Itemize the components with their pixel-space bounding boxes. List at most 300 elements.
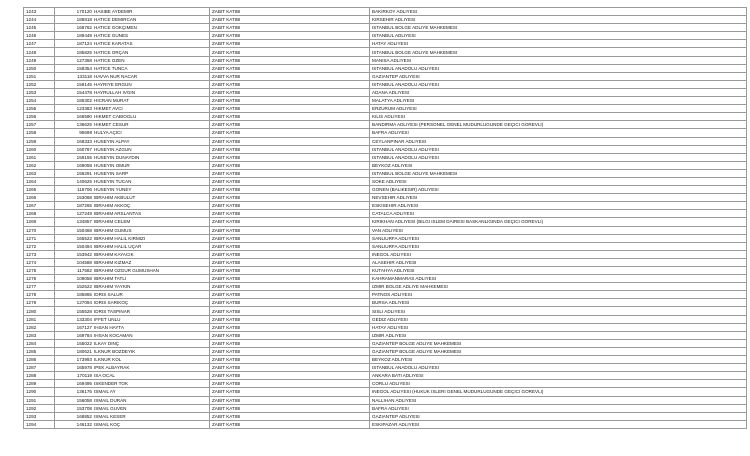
row-number-cell: 1271	[24, 234, 55, 242]
full-name-cell: HUSEYIN TUCAN	[93, 177, 210, 185]
title-cell: ZABIT KATIBI	[210, 64, 370, 72]
registry-number-cell: 180621	[55, 347, 94, 355]
unit-cell: ISTANBUL ANADOLU ADLIYESI	[370, 80, 747, 88]
title-cell: ZABIT KATIBI	[210, 291, 370, 299]
full-name-cell: IBRAHIM AKBULUT	[93, 194, 210, 202]
unit-cell: INEGOL ADLIYESI (HUKUK ISLERI GENEL MUDURLUGUNDE GEÇICI GOREVLI)	[370, 388, 747, 396]
unit-cell: GAZIANTEP BOLGE ADLIYE MAHKEMESI	[370, 339, 747, 347]
table-row	[24, 267, 747, 275]
table-row	[24, 250, 747, 258]
title-cell: ZABIT KATIBI	[210, 105, 370, 113]
registry-number-cell: 169784	[55, 331, 94, 339]
title-cell: ZABIT KATIBI	[210, 153, 370, 161]
row-number-cell: 1258	[24, 129, 55, 137]
title-cell: ZABIT KATIBI	[210, 48, 370, 56]
unit-cell: INEGOL ADLIYESI	[370, 250, 747, 258]
full-name-cell: HUSEYIN ALPAY	[93, 137, 210, 145]
unit-cell: BAFRA ADLIYESI	[370, 129, 747, 137]
unit-cell: GONEN (BALIKESIR) ADLIYESI	[370, 186, 747, 194]
full-name-cell: IBRAHIM KIZMAZ	[93, 258, 210, 266]
row-number-cell: 1269	[24, 218, 55, 226]
table-row	[24, 283, 747, 291]
table-row	[24, 323, 747, 331]
title-cell: ZABIT KATIBI	[210, 258, 370, 266]
row-number-cell: 1278	[24, 291, 55, 299]
registry-number-cell: 133304	[55, 315, 94, 323]
row-number-cell: 1243	[24, 8, 55, 16]
full-name-cell: ISMAIL AY	[93, 388, 210, 396]
table-row	[24, 121, 747, 129]
unit-cell: ISTANBUL BOLGE ADLIYE MAHKEMESI	[370, 24, 747, 32]
unit-cell: BANDIRMA ADLIYESI (PERSONEL GENEL MUDURLUGUNDE GEÇICI GOREVLI)	[370, 121, 747, 129]
unit-cell: BURSA ADLIYESI	[370, 299, 747, 307]
unit-cell: SANLIURFA ADLIYESI	[370, 234, 747, 242]
table-row	[24, 380, 747, 388]
title-cell: ZABIT KATIBI	[210, 40, 370, 48]
registry-number-cell: 187124	[55, 40, 94, 48]
full-name-cell: IPEK ALBAYRAK	[93, 364, 210, 372]
registry-number-cell: 152522	[55, 283, 94, 291]
full-name-cell: HAVVA NUR NACAR	[93, 72, 210, 80]
title-cell: ZABIT KATIBI	[210, 202, 370, 210]
table-row	[24, 72, 747, 80]
registry-number-cell: 166762	[55, 24, 94, 32]
title-cell: ZABIT KATIBI	[210, 186, 370, 194]
table-row	[24, 80, 747, 88]
registry-number-cell: 127249	[55, 210, 94, 218]
row-number-cell: 1270	[24, 226, 55, 234]
table-row	[24, 275, 747, 283]
table-row	[24, 129, 747, 137]
registry-number-cell: 156291	[55, 169, 94, 177]
table-row	[24, 226, 747, 234]
row-number-cell: 1254	[24, 97, 55, 105]
unit-cell: KIRIKHAN ADLIYESI (BILGI ISLEM DAIRESI BASKANLIGINDA GEÇICI GOREVLI)	[370, 218, 747, 226]
row-number-cell: 1262	[24, 161, 55, 169]
unit-cell: PATNOS ADLIYESI	[370, 291, 747, 299]
table-row	[24, 242, 747, 250]
unit-cell: GEDIZ ADLIYESI	[370, 315, 747, 323]
row-number-cell: 1275	[24, 267, 55, 275]
unit-cell: ERZURUM ADLIYESI	[370, 105, 747, 113]
full-name-cell: HICRAN MURAT	[93, 97, 210, 105]
unit-cell: GAZIANTEP ADLIYESI	[370, 412, 747, 420]
full-name-cell: HIKMET CABIOGLU	[93, 113, 210, 121]
table-row	[24, 299, 747, 307]
registry-number-cell: 185865	[55, 291, 94, 299]
row-number-cell: 1261	[24, 153, 55, 161]
title-cell: ZABIT KATIBI	[210, 412, 370, 420]
registry-number-cell: 169495	[55, 380, 94, 388]
unit-cell: MALATYA ADLIYESI	[370, 97, 747, 105]
full-name-cell: HATICE GUNES	[93, 32, 210, 40]
registry-number-cell: 153068	[55, 194, 94, 202]
table-row	[24, 388, 747, 396]
table-row	[24, 194, 747, 202]
row-number-cell: 1249	[24, 56, 55, 64]
table-row	[24, 145, 747, 153]
table-row	[24, 396, 747, 404]
title-cell: ZABIT KATIBI	[210, 242, 370, 250]
row-number-cell: 1256	[24, 113, 55, 121]
full-name-cell: IDRIS SARIKOÇ	[93, 299, 210, 307]
title-cell: ZABIT KATIBI	[210, 372, 370, 380]
row-number-cell: 1248	[24, 48, 55, 56]
registry-number-cell: 127094	[55, 299, 94, 307]
row-number-cell: 1293	[24, 412, 55, 420]
row-number-cell: 1266	[24, 194, 55, 202]
full-name-cell: IBRAHIM YAYKIN	[93, 283, 210, 291]
full-name-cell: HIKMET CESUR	[93, 121, 210, 129]
row-number-cell: 1282	[24, 323, 55, 331]
personnel-table-body	[24, 8, 747, 429]
full-name-cell: ISMAIL KESER	[93, 412, 210, 420]
full-name-cell: ILKNUR BOZDEYIK	[93, 347, 210, 355]
row-number-cell: 1276	[24, 275, 55, 283]
row-number-cell: 1285	[24, 347, 55, 355]
full-name-cell: IBRAHIM ARSLANTAS	[93, 210, 210, 218]
title-cell: ZABIT KATIBI	[210, 347, 370, 355]
table-row	[24, 420, 747, 428]
title-cell: ZABIT KATIBI	[210, 16, 370, 24]
title-cell: ZABIT KATIBI	[210, 364, 370, 372]
registry-number-cell: 109058	[55, 275, 94, 283]
title-cell: ZABIT KATIBI	[210, 250, 370, 258]
registry-number-cell: 123383	[55, 105, 94, 113]
registry-number-cell: 150494	[55, 242, 94, 250]
table-row	[24, 210, 747, 218]
unit-cell: VAN ADLIYESI	[370, 226, 747, 234]
full-name-cell: HATICE DEMIRCAN	[93, 16, 210, 24]
table-row	[24, 202, 747, 210]
registry-number-cell: 185302	[55, 97, 94, 105]
unit-cell: BEYKOZ ADLIYESI	[370, 161, 747, 169]
title-cell: ZABIT KATIBI	[210, 194, 370, 202]
table-row	[24, 315, 747, 323]
table-row	[24, 88, 747, 96]
full-name-cell: HAYRIYE ERGUN	[93, 80, 210, 88]
title-cell: ZABIT KATIBI	[210, 177, 370, 185]
registry-number-cell: 146132	[55, 420, 94, 428]
title-cell: ZABIT KATIBI	[210, 315, 370, 323]
registry-number-cell: 168852	[55, 412, 94, 420]
full-name-cell: ISKENDER TOK	[93, 380, 210, 388]
table-row	[24, 32, 747, 40]
full-name-cell: HATICE KARATAS	[93, 40, 210, 48]
table-row	[24, 64, 747, 72]
full-name-cell: HATICE TUNCA	[93, 64, 210, 72]
row-number-cell: 1272	[24, 242, 55, 250]
title-cell: ZABIT KATIBI	[210, 161, 370, 169]
registry-number-cell: 189448	[55, 32, 94, 40]
unit-cell: NEVSEHIR ADLIYESI	[370, 194, 747, 202]
row-number-cell: 1245	[24, 24, 55, 32]
title-cell: ZABIT KATIBI	[210, 323, 370, 331]
table-row	[24, 169, 747, 177]
title-cell: ZABIT KATIBI	[210, 72, 370, 80]
unit-cell: SANLIURFA ADLIYESI	[370, 242, 747, 250]
title-cell: ZABIT KATIBI	[210, 404, 370, 412]
unit-cell: ADANA ADLIYESI	[370, 88, 747, 96]
row-number-cell: 1259	[24, 137, 55, 145]
title-cell: ZABIT KATIBI	[210, 56, 370, 64]
table-row	[24, 258, 747, 266]
unit-cell: MANISA ADLIYESI	[370, 56, 747, 64]
unit-cell: HATAY ADLIYESI	[370, 40, 747, 48]
registry-number-cell: 158354	[55, 64, 94, 72]
registry-number-cell: 166590	[55, 113, 94, 121]
table-row	[24, 364, 747, 372]
unit-cell: SOKE ADLIYESI	[370, 177, 747, 185]
full-name-cell: IDRIS TASPINAR	[93, 307, 210, 315]
full-name-cell: IHSAN HAYTA	[93, 323, 210, 331]
row-number-cell: 1279	[24, 299, 55, 307]
registry-number-cell: 154478	[55, 88, 94, 96]
title-cell: ZABIT KATIBI	[210, 420, 370, 428]
unit-cell: ISTANBUL ANADOLU ADLIYESI	[370, 364, 747, 372]
title-cell: ZABIT KATIBI	[210, 24, 370, 32]
full-name-cell: HIKMET AVCI	[93, 105, 210, 113]
full-name-cell: HUSEYIN AZGUN	[93, 145, 210, 153]
full-name-cell: HULYA AÇICI	[93, 129, 210, 137]
row-number-cell: 1250	[24, 64, 55, 72]
table-row	[24, 16, 747, 24]
unit-cell: CORLU ADLIYESI	[370, 380, 747, 388]
unit-cell: NALLIHAN ADLIYESI	[370, 396, 747, 404]
title-cell: ZABIT KATIBI	[210, 388, 370, 396]
full-name-cell: HUSEYIN OMUR	[93, 161, 210, 169]
registry-number-cell: 95698	[55, 129, 94, 137]
table-row	[24, 48, 747, 56]
full-name-cell: ISMAIL DURAN	[93, 396, 210, 404]
registry-number-cell: 155528	[55, 307, 94, 315]
registry-number-cell: 150468	[55, 226, 94, 234]
full-name-cell: IBRAHIM CELEM	[93, 218, 210, 226]
row-number-cell: 1268	[24, 210, 55, 218]
table-row	[24, 137, 747, 145]
row-number-cell: 1253	[24, 88, 55, 96]
row-number-cell: 1244	[24, 16, 55, 24]
row-number-cell: 1267	[24, 202, 55, 210]
registry-number-cell: 156058	[55, 396, 94, 404]
title-cell: ZABIT KATIBI	[210, 275, 370, 283]
title-cell: ZABIT KATIBI	[210, 80, 370, 88]
title-cell: ZABIT KATIBI	[210, 380, 370, 388]
unit-cell: IZMIR ADLIYESI	[370, 331, 747, 339]
personnel-table	[23, 7, 747, 429]
table-row	[24, 24, 747, 32]
full-name-cell: ISA OCAL	[93, 372, 210, 380]
full-name-cell: IBRAHIM HALIL KIRMIZI	[93, 234, 210, 242]
row-number-cell: 1281	[24, 315, 55, 323]
full-name-cell: HATICE OZEN	[93, 56, 210, 64]
full-name-cell: HATICE ORÇAN	[93, 48, 210, 56]
registry-number-cell: 169058	[55, 161, 94, 169]
unit-cell: ISTANBUL BOLGE ADLIYE MAHKEMESI	[370, 48, 747, 56]
row-number-cell: 1277	[24, 283, 55, 291]
registry-number-cell: 186818	[55, 16, 94, 24]
registry-number-cell: 167127	[55, 323, 94, 331]
table-row	[24, 291, 747, 299]
title-cell: ZABIT KATIBI	[210, 267, 370, 275]
row-number-cell: 1252	[24, 80, 55, 88]
row-number-cell: 1255	[24, 105, 55, 113]
table-row	[24, 8, 747, 16]
table-row	[24, 161, 747, 169]
row-number-cell: 1264	[24, 177, 55, 185]
unit-cell: BAFRA ADLIYESI	[370, 404, 747, 412]
title-cell: ZABIT KATIBI	[210, 339, 370, 347]
table-row	[24, 113, 747, 121]
registry-number-cell: 165978	[55, 364, 94, 372]
table-row	[24, 339, 747, 347]
unit-cell: ISTANBUL BOLGE ADLIYE MAHKEMESI	[370, 169, 747, 177]
table-row	[24, 404, 747, 412]
unit-cell: ISTANBUL ANADOLU ADLIYESI	[370, 153, 747, 161]
full-name-cell: IBRAHIM OZGUR GUMUSHAN	[93, 267, 210, 275]
table-row	[24, 218, 747, 226]
row-number-cell: 1288	[24, 372, 55, 380]
title-cell: ZABIT KATIBI	[210, 283, 370, 291]
table-row	[24, 153, 747, 161]
registry-number-cell: 159145	[55, 80, 94, 88]
table-row	[24, 40, 747, 48]
unit-cell: ESKIPAZAR ADLIYESI	[370, 420, 747, 428]
title-cell: ZABIT KATIBI	[210, 8, 370, 16]
row-number-cell: 1280	[24, 307, 55, 315]
full-name-cell: ILKAY DINÇ	[93, 339, 210, 347]
table-row	[24, 177, 747, 185]
full-name-cell: IDRIS SALUR	[93, 291, 210, 299]
unit-cell: KILIS ADLIYESI	[370, 113, 747, 121]
title-cell: ZABIT KATIBI	[210, 97, 370, 105]
title-cell: ZABIT KATIBI	[210, 32, 370, 40]
registry-number-cell: 153942	[55, 250, 94, 258]
row-number-cell: 1290	[24, 388, 55, 396]
unit-cell: ALASEHIR ADLIYESI	[370, 258, 747, 266]
row-number-cell: 1283	[24, 331, 55, 339]
full-name-cell: HATICE GOKÇIMEN	[93, 24, 210, 32]
unit-cell: KIRSEHIR ADLIYESI	[370, 16, 747, 24]
full-name-cell: HUSEYIN SARP	[93, 169, 210, 177]
row-number-cell: 1246	[24, 32, 55, 40]
unit-cell: ESKISEHIR ADLIYESI	[370, 202, 747, 210]
full-name-cell: ILKNUR KOL	[93, 356, 210, 364]
registry-number-cell: 173993	[55, 356, 94, 364]
full-name-cell: HUSEYIN DUNAYDIN	[93, 153, 210, 161]
title-cell: ZABIT KATIBI	[210, 210, 370, 218]
full-name-cell: IBRAHIM GUMUS	[93, 226, 210, 234]
full-name-cell: IHSAN KOCAMAN	[93, 331, 210, 339]
registry-number-cell: 187265	[55, 202, 94, 210]
registry-number-cell: 159155	[55, 153, 94, 161]
full-name-cell: ISMAIL KOÇ	[93, 420, 210, 428]
registry-number-cell: 168333	[55, 137, 94, 145]
table-row	[24, 97, 747, 105]
title-cell: ZABIT KATIBI	[210, 88, 370, 96]
unit-cell: GAZIANTEP BOLGE ADLIYE MAHKEMESI	[370, 347, 747, 355]
registry-number-cell: 136625	[55, 121, 94, 129]
title-cell: ZABIT KATIBI	[210, 169, 370, 177]
registry-number-cell: 136176	[55, 388, 94, 396]
registry-number-cell: 170120	[55, 8, 94, 16]
title-cell: ZABIT KATIBI	[210, 396, 370, 404]
title-cell: ZABIT KATIBI	[210, 137, 370, 145]
title-cell: ZABIT KATIBI	[210, 226, 370, 234]
row-number-cell: 1287	[24, 364, 55, 372]
registry-number-cell: 117582	[55, 267, 94, 275]
full-name-cell: IFFET UNLU	[93, 315, 210, 323]
table-row	[24, 186, 747, 194]
table-row	[24, 307, 747, 315]
registry-number-cell: 165522	[55, 234, 94, 242]
registry-number-cell: 153708	[55, 404, 94, 412]
unit-cell: HATAY ADLIYESI	[370, 323, 747, 331]
unit-cell: CATALCA ADLIYESI	[370, 210, 747, 218]
title-cell: ZABIT KATIBI	[210, 356, 370, 364]
unit-cell: ISTANBUL ANADOLU ADLIYESI	[370, 145, 747, 153]
unit-cell: IZMIR BOLGE ADLIYE MAHKEMESI	[370, 283, 747, 291]
row-number-cell: 1292	[24, 404, 55, 412]
full-name-cell: ISMAIL GUVEN	[93, 404, 210, 412]
row-number-cell: 1294	[24, 420, 55, 428]
title-cell: ZABIT KATIBI	[210, 299, 370, 307]
unit-cell: BEYKOZ ADLIYESI	[370, 356, 747, 364]
unit-cell: ISTANBUL ANADOLU ADLIYESI	[370, 64, 747, 72]
title-cell: ZABIT KATIBI	[210, 129, 370, 137]
full-name-cell: IBRAHIM KAYACIK	[93, 250, 210, 258]
full-name-cell: IBRAHIM TATLI	[93, 275, 210, 283]
table-row	[24, 347, 747, 355]
unit-cell: KUTAHYA ADLIYESI	[370, 267, 747, 275]
unit-cell: GAZIANTEP ADLIYESI	[370, 72, 747, 80]
registry-number-cell: 170119	[55, 372, 94, 380]
table-row	[24, 331, 747, 339]
full-name-cell: HASIBE AYDEMIR	[93, 8, 210, 16]
title-cell: ZABIT KATIBI	[210, 121, 370, 129]
unit-cell: KAHRAMANMARAS ADLIYESI	[370, 275, 747, 283]
row-number-cell: 1251	[24, 72, 55, 80]
row-number-cell: 1289	[24, 380, 55, 388]
table-row	[24, 412, 747, 420]
registry-number-cell: 116706	[55, 186, 94, 194]
unit-cell: ISTANBUL ADLIYESI	[370, 32, 747, 40]
table-row	[24, 105, 747, 113]
registry-number-cell: 104588	[55, 258, 94, 266]
registry-number-cell: 133118	[55, 72, 94, 80]
title-cell: ZABIT KATIBI	[210, 331, 370, 339]
registry-number-cell: 134857	[55, 218, 94, 226]
row-number-cell: 1284	[24, 339, 55, 347]
full-name-cell: HAYRULLAH IVGIN	[93, 88, 210, 96]
table-row	[24, 56, 747, 64]
row-number-cell: 1247	[24, 40, 55, 48]
row-number-cell: 1260	[24, 145, 55, 153]
full-name-cell: IBRAHIM HALIL UÇAR	[93, 242, 210, 250]
table-row	[24, 234, 747, 242]
row-number-cell: 1263	[24, 169, 55, 177]
personnel-list-document	[23, 7, 735, 429]
table-row	[24, 372, 747, 380]
row-number-cell: 1257	[24, 121, 55, 129]
full-name-cell: IBRAHIM AKKOÇ	[93, 202, 210, 210]
full-name-cell: HUSEYIN YUNEY	[93, 186, 210, 194]
unit-cell: CEYLANPINAR ADLIYESI	[370, 137, 747, 145]
row-number-cell: 1291	[24, 396, 55, 404]
row-number-cell: 1274	[24, 258, 55, 266]
registry-number-cell: 185825	[55, 48, 94, 56]
table-row	[24, 356, 747, 364]
